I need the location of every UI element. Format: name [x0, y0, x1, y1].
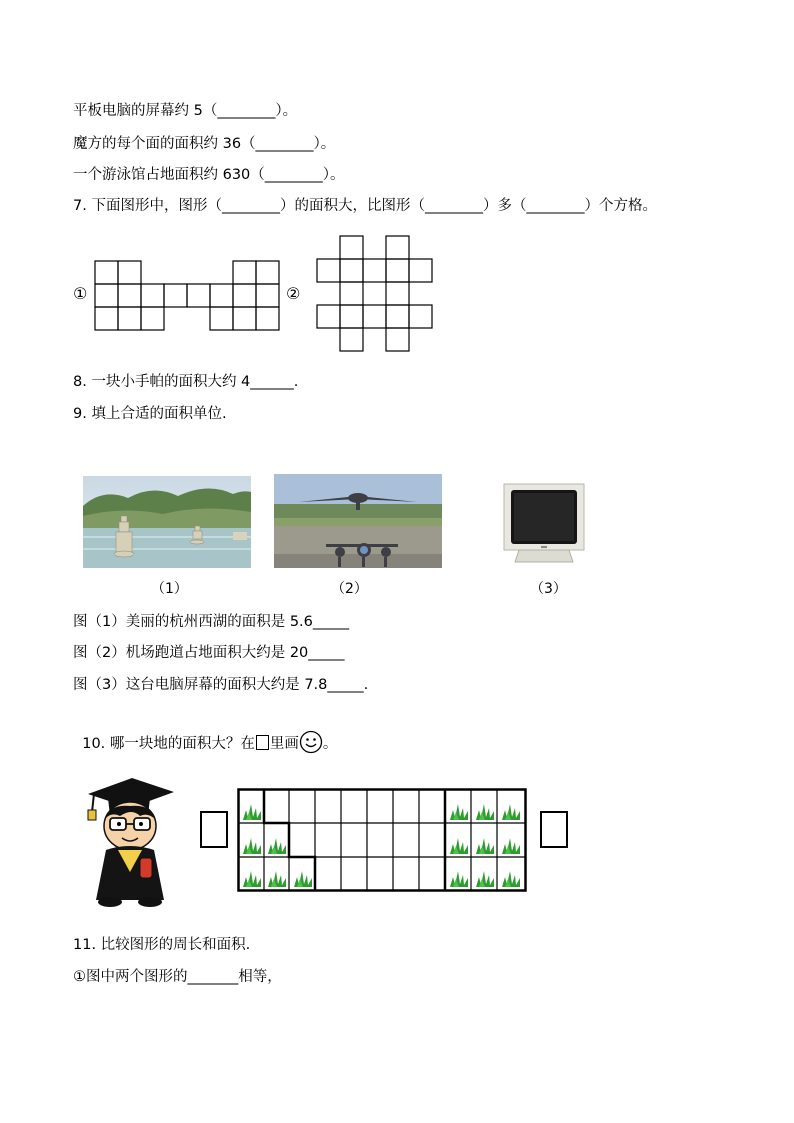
fill-figure-3: 图（3）这台电脑屏幕的面积大约是 7.8_____.	[73, 677, 369, 693]
question-8: 8. 一块小手帕的面积大约 4______.	[73, 374, 299, 390]
cartoon-doctor-character	[80, 772, 176, 912]
caption-2: （2）	[331, 581, 368, 597]
question-11-part-1: ①图中两个图形的_______相等，	[73, 969, 282, 985]
question-7: 7. 下面图形中，图形（________）的面积大，比图形（________）多（________）个方格。	[73, 198, 657, 214]
photo-computer-monitor	[501, 482, 587, 567]
fill-figure-1: 图（1）美丽的杭州西湖的面积是 5.6_____	[73, 614, 350, 630]
photo-west-lake	[83, 476, 251, 568]
question-10-text-draw: 里画	[269, 736, 299, 752]
figure-2-label: ②	[286, 284, 301, 303]
caption-1: （1）	[151, 581, 188, 597]
question-9: 9. 填上合适的面积单位.	[73, 406, 227, 422]
question-11: 11. 比较图形的周长和面积.	[73, 937, 251, 953]
answer-box-left[interactable]	[200, 811, 228, 848]
question-10	[73, 710, 337, 754]
figure-1-label: ①	[73, 284, 88, 303]
line-tablet-screen: 平板电脑的屏幕约 5（________）。	[73, 103, 298, 119]
answer-box-right[interactable]	[540, 811, 568, 848]
fill-figure-2: 图（2）机场跑道占地面积大约是 20_____	[73, 645, 345, 661]
land-grid-figure	[237, 788, 529, 894]
question-10-end: 。	[322, 736, 338, 752]
grid-figure-2	[316, 235, 434, 353]
square-symbol-icon	[256, 735, 269, 750]
line-swimming-hall: 一个游泳馆占地面积约 630（________）。	[73, 167, 345, 183]
caption-3: （3）	[530, 581, 567, 597]
grid-figure-1	[94, 260, 282, 332]
photo-airport-runway	[274, 474, 442, 568]
smiley-icon	[299, 730, 323, 754]
line-rubik-face: 魔方的每个面的面积约 36（________）。	[73, 136, 336, 152]
question-10-text: 10. 哪一块地的面积大？在	[82, 736, 255, 752]
